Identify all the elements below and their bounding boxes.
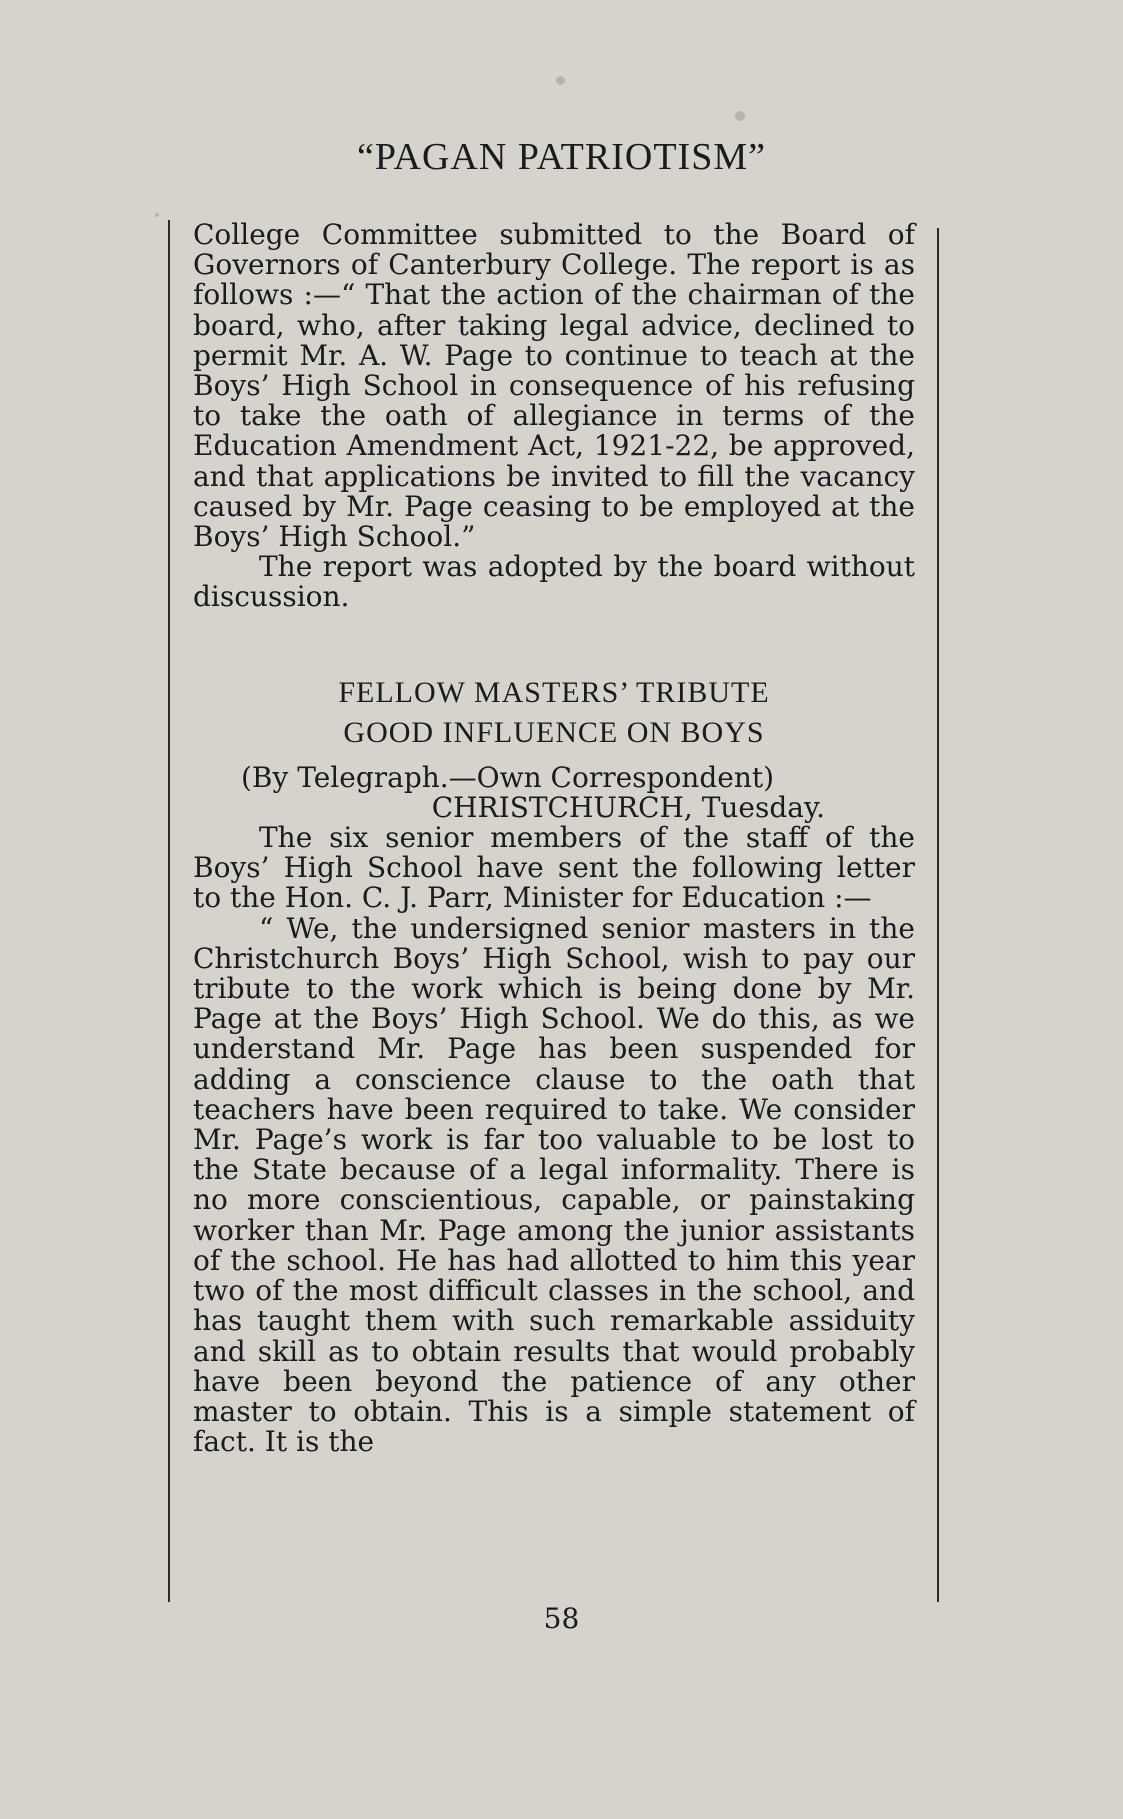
- letter-paragraph: “ We, the undersigned senior masters in the Christchurch Boys’ High School, wish to pay our tribute to the work which is being done by Mr. Page at the Boys’ High School. We do this, as we understand Mr. Page has been suspended for adding a conscience clause to the oath that teachers have been required to take. We consider Mr. Page’s work is far too valuable to be lost to the State because of a legal informality. There is no more conscientious, capable, or painstaking worker than Mr. Page among the junior assistants of the school. He has had allotted to him this year two of the most difficult classes in the school, and has taught them with such remarkable assiduity and skill as to obtain results that would probably have been beyond the patience of any other master to obtain. This is a simple statement of fact. It is the: [193, 911, 915, 1459]
- section-spacer: [193, 613, 915, 673]
- dateline: CHRISTCHURCH, Tuesday.: [431, 790, 825, 824]
- article-paragraph: College Committee submitted to the Board of Governors of Canterbury College. The report is as follows :—“ That the action of the chairman of the board, who, after taking legal advice, declined to permit Mr. A. W. Page to continue to teach at the Boys’ High School in consequence of his refusing to take the oath of allegiance in terms of the Education Amendment Act, 1921-22, be approved, and that applications be invited to fill the vacancy caused by Mr. Page ceasing to be employed at the Boys’ High School.”: [193, 218, 915, 554]
- paper-blemish: [155, 213, 159, 217]
- column-rule-right: [937, 228, 939, 1602]
- section-subheading: GOOD INFLUENCE ON BOYS: [343, 715, 765, 749]
- page-number: 58: [543, 1602, 580, 1635]
- article-paragraph: The report was adopted by the board without discussion.: [193, 550, 915, 614]
- paper-blemish: [735, 111, 745, 121]
- paper-blemish: [556, 76, 565, 85]
- running-head: “PAGAN PATRIOTISM”: [357, 136, 766, 178]
- article-column: [193, 220, 915, 1457]
- byline: (By Telegraph.—Own Correspondent): [241, 760, 775, 794]
- article-paragraph: The six senior members of the staff of the Boys’ High School have sent the following letter to the Hon. C. J. Parr, Minister for Education :—: [193, 821, 915, 915]
- section-heading: FELLOW MASTERS’ TRIBUTE: [338, 675, 770, 709]
- column-rule-left: [168, 220, 170, 1602]
